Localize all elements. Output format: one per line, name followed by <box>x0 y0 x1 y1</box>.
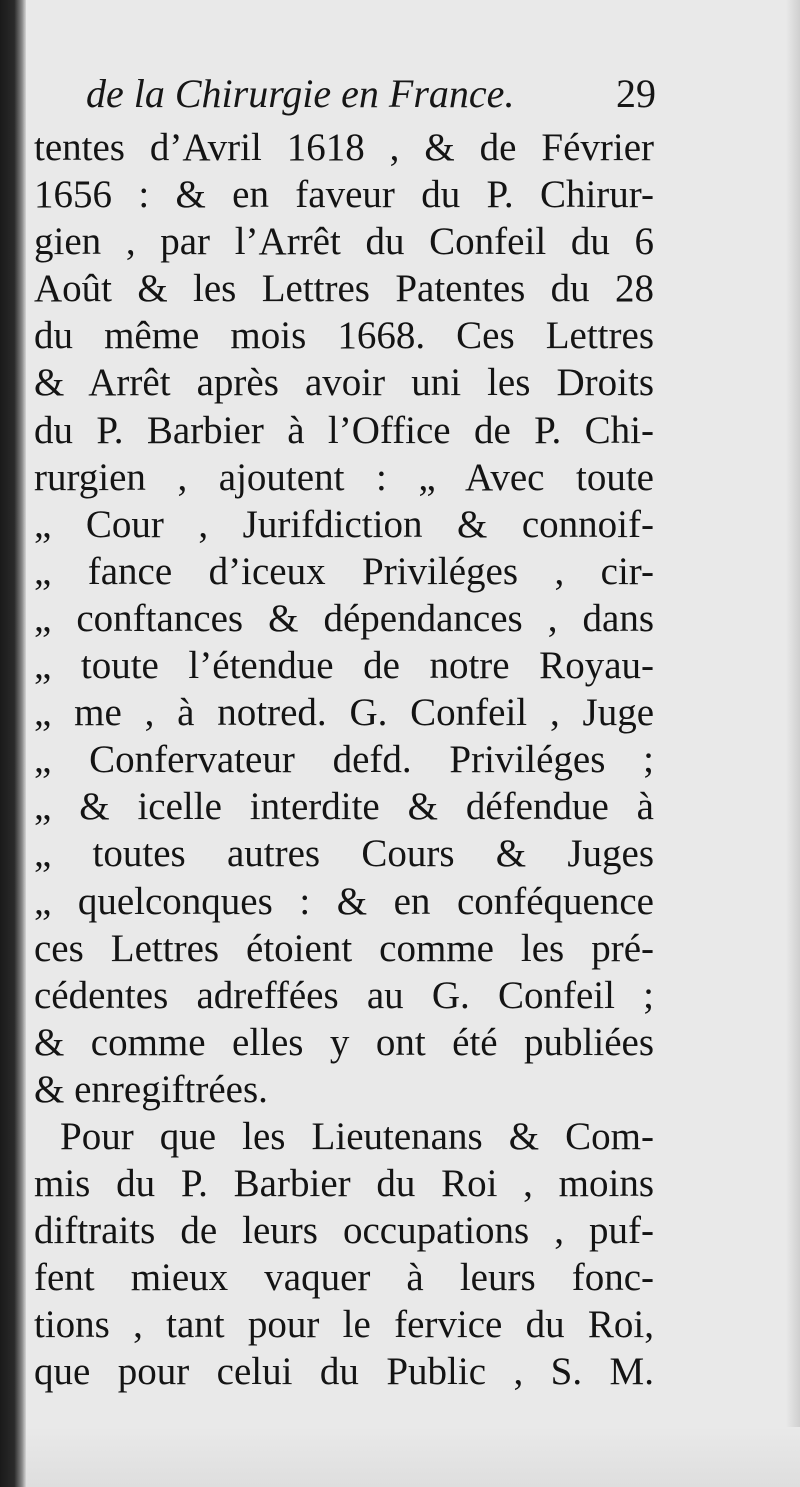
body-text <box>34 124 654 1396</box>
text-line: „ conftances & dépendances , dans <box>34 596 654 640</box>
text-line: & enregiftrées. <box>34 1067 268 1111</box>
text-line: „ Cour , Jurifdiction & connoif- <box>34 502 654 546</box>
text-line: cédentes adreffées au G. Confeil ; <box>34 973 654 1017</box>
text-line: „ fance d’iceux Priviléges , cir- <box>34 549 654 593</box>
text-line: tions , tant pour le fervice du Roi, <box>34 1303 654 1347</box>
page-number: 29 <box>616 71 656 116</box>
text-line: „ toutes autres Cours & Juges <box>34 832 654 876</box>
text-line: rurgien , ajoutent : „ Avec toute <box>34 455 654 499</box>
text-line: „ Confervateur defd. Priviléges ; <box>34 738 654 782</box>
text-line: que pour celui du Public , S. M. <box>34 1350 654 1394</box>
text-line: „ me , à notred. G. Confeil , Juge <box>34 691 654 735</box>
text-line: „ toute l’étendue de notre Royau- <box>34 644 654 688</box>
text-line: du même mois 1668. Ces Lettres <box>34 314 654 358</box>
text-line: „ quelconques : & en conféquence <box>34 879 654 923</box>
text-line: ces Lettres étoient comme les pré- <box>34 926 654 970</box>
binding-gutter <box>0 0 26 1487</box>
text-line: Pour que les Lieutenans & Com- <box>60 1114 654 1158</box>
text-line: mis du P. Barbier du Roi , moins <box>34 1162 654 1206</box>
text-line: gien , par l’Arrêt du Confeil du 6 <box>34 220 654 264</box>
page-edge <box>786 0 800 1487</box>
text-line: diftraits de leurs occupations , puf- <box>34 1209 654 1253</box>
text-line: Août & les Lettres Patentes du 28 <box>34 267 654 311</box>
text-line: du P. Barbier à l’Office de P. Chi- <box>34 408 654 452</box>
text-line: tentes d’Avril 1618 , & de Février <box>34 126 654 169</box>
running-title: de la Chirurgie en France. <box>86 71 515 116</box>
page-bottom <box>26 1427 800 1487</box>
text-line: & Arrêt après avoir uni les Droits <box>34 361 654 405</box>
text-line: fent mieux vaquer à leurs fonc- <box>34 1256 654 1300</box>
page-header <box>86 70 656 126</box>
text-line: „ & icelle interdite & défendue à <box>34 785 654 829</box>
text-line: & comme elles y ont été publiées <box>34 1020 654 1064</box>
text-line: 1656 : & en faveur du P. Chirur- <box>34 173 654 217</box>
